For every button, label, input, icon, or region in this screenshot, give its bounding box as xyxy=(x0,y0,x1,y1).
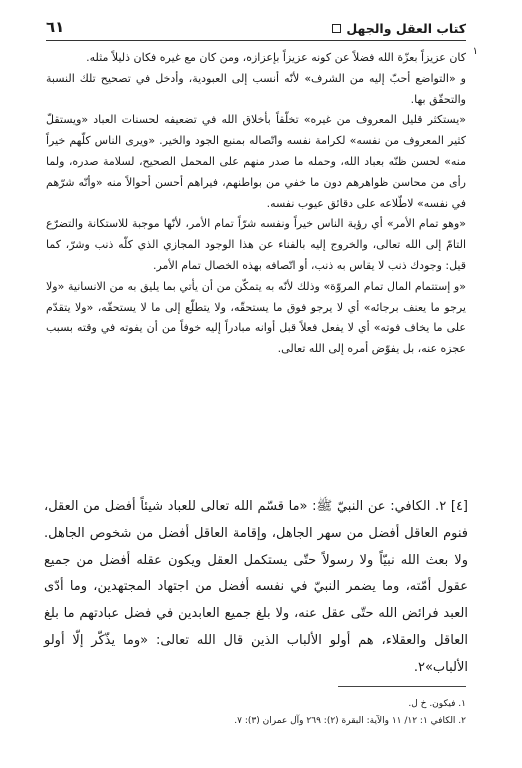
hadith-paragraph: [٤] ٢. الكافي: عن النبيّ ﷺ: «ما قسّم الله تعالى للعباد شيئاً أفضل من العقل، فنوم العاقل أفضل من سهر الجاهل، وإقامة العاقل أفضل من شخوص الجاهل. ولا بعث الله نبيّاً ولا رسولاً حتّى يستكمل العقل ويكون عقله أفضل من جميع عقول أمّته، وما يضمر النبيّ في نفسه أفضل من اجتهاد المجتهدين، وما أدّى العبد فرائض الله حتّى عقل عنه، ولا بلغ جميع العابدين في فضل عبادتهم ما بلغ العاقل والعقلاء، هم أولو الألباب الذين قال الله تعالى: «وما يذّكّر إلّا أولو الألباب»٢. xyxy=(44,499,468,675)
page-number: ٦١ xyxy=(46,18,65,36)
paragraph: «يستكثر قليل المعروف من غيره» تخلّقاً بأخلاق الله في تضعيفه لحسنات العباد «ويستقلّ كثير المعروف من نفسه» لكرامة نفسه واتّصاله بمنبع الجود والخير. «ويرى الناس كلّهم خيراً منه» لحسن ظنّه بعباد الله، وحمله ما صدر منهم على المحمل الصحيح، لسلامة صدره، ولما رأى من محاسن ظواهرهم دون ما خفي من بواطنهم، فيراهم أحسن أحوالاً منه «وأنّه شرّهم في نفسه» لاطّلاعه على دقائق عيوب نفسه. xyxy=(46,113,466,210)
footnote-rule xyxy=(338,686,466,687)
running-title: كتاب العقل والجهل xyxy=(346,20,466,36)
page-header xyxy=(46,16,466,38)
paragraph: كان عزيزاً بعزّة الله فضلاً عن كونه عزيزاً بإعزازه، ومن كان مع غيره فكان ذليلاً مثله. xyxy=(86,51,466,64)
header-rule xyxy=(46,40,466,41)
footnote-item: ١. فيكون. خ ل. xyxy=(408,699,466,709)
footnotes xyxy=(46,696,466,730)
footnote-item: ٢. الكافي ١: ١٢/ ١١ والآية: البقرة (٢): ٢٦٩ وآل عمران (٣): ٧. xyxy=(234,716,466,726)
running-title-group xyxy=(327,18,466,37)
paragraph: «وهو تمام الأمر» أي رؤية الناس خيراً ونفسه شرّاً تمام الأمر، لأنّها موجبة للاستكانة والتضرّع التامّ إلى الله تعالى، والخروج إليه بالفناء عن هذا الوجود المجازي الذي كلّه ذنب وشرّ، كما قيل: وجودك ذنب لا يقاس به ذنب، أو اتّصافه بهذه الخصال تمام الأمر. xyxy=(46,217,466,272)
commentary-text xyxy=(46,46,478,360)
square-ornament-icon xyxy=(332,24,341,33)
footnote-mark: ١ xyxy=(472,46,478,57)
hadith-text xyxy=(44,494,468,682)
paragraph: «و إستتمام المال تمام المروّة» وذلك لأنّه به يتمكّن من أن يأتي بما يليق به من الانسانية «ولا يرجو ما يعنف برجائه» أي لا يرجو فوق ما يستحقّه، ولا يتطلّع إلى ما لا يستحقّه، «ولا يتقدّم على ما يخاف فوته» أي لا يفعل فعلاً قبل أوانه مبادراً إليه خوفاً من أن يفوته في وقته بسبب عجزه عنه، بل يفوّض أمره إلى الله تعالى. xyxy=(46,279,466,356)
paragraph: و «التواضع أحبّ إليه من الشرف» لأنّه أنسب إلى العبودية، وأدخل في تصحيح تلك النسبة والتحقّق بها. xyxy=(46,71,466,106)
